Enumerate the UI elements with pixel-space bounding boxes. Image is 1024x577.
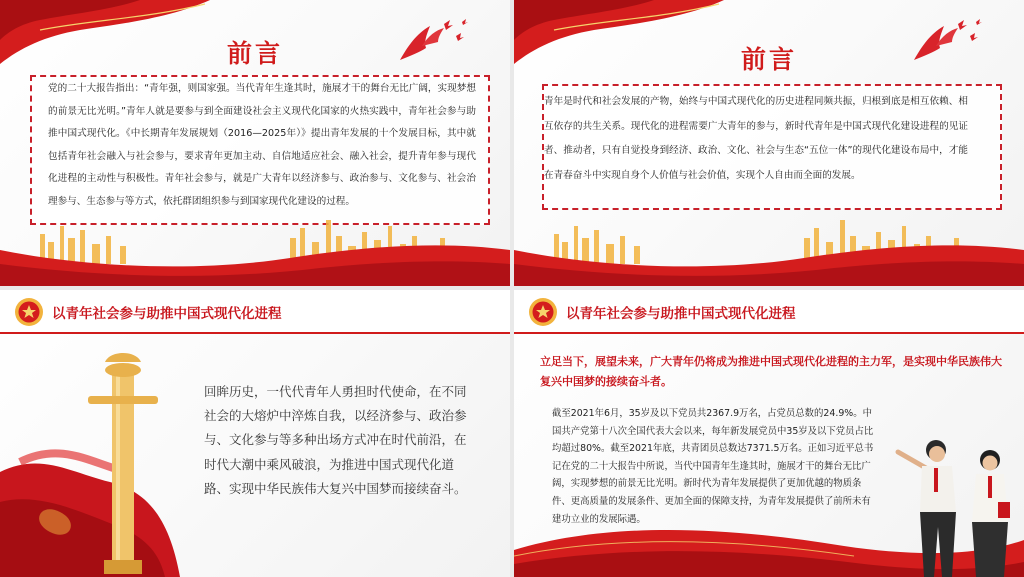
page-title: 前言	[226, 39, 283, 68]
history-paragraph: 回眸历史，一代代青年人勇担时代使命，在不同社会的大熔炉中淬炼自我，以经济参与、政治参与、文化参与等多种出场方式冲在时代前沿，在时代大潮中乘风破浪，为推进中国式现代化道路、实现中华民族伟大复兴中国梦而接续奋斗。	[204, 384, 467, 496]
youth-league-emblem-icon	[528, 297, 558, 327]
youth-league-emblem-icon	[14, 297, 44, 327]
youth-figures-icon	[886, 432, 1024, 577]
slide-preface-1	[0, 0, 510, 286]
section-header	[0, 290, 510, 334]
slide-outlook	[514, 290, 1024, 577]
preface-paragraph: 党的二十大报告指出：“青年强，则国家强。当代青年生逢其时，施展才干的舞台无比广阔，实现梦想的前景无比光明。”青年人就是要参与到全面建设社会主义现代化国家的火热实践中，青年社会参与助推中国式现代化。《中长期青年发展规划（2016—2025年）》提出青年发展的十个发展目标，其中就包括青年社会融入与社会参与，要求青年更加主动、自信地适应社会、融入社会，提升青年参与现代化进程的主动性与积极性。青年社会参与，就是广大青年以经济参与、政治参与、文化参与、社会治理参与、生态参与等方式，依托群团组织参与到国家现代化建设的过程。	[48, 83, 476, 207]
huabiao-pillar-icon	[0, 352, 200, 577]
slide-history	[0, 290, 510, 577]
statistics-paragraph: 截至2021年6月，35岁及以下党员共2367.9万名，占党员总数的24.9%。中国共产党第十八次全国代表大会以来，每年新发展党员中35岁及以下党员占比均超过80%。截至2021年底，共青团员总数达7371.5万名。正如习近平总书记在党的二十大报告中所说，当代中国青年生逢其时，施展才干的舞台无比广阔，实现梦想的前景无比光明。新时代为青年发展提供了更加优越的物质条件、更高质量的发展条件、更加全面的保障支持，为青年发展提供了前所未有建功立业的发展际遇。	[552, 408, 874, 525]
page-title: 前言	[740, 45, 797, 74]
section-header	[514, 290, 1024, 334]
lead-statement: 立足当下，展望未来，广大青年仍将成为推进中国式现代化进程的主力军，是实现中华民族伟大复兴中国梦的接续奋斗者。	[540, 355, 1002, 388]
section-title: 以青年社会参与助推中国式现代化进程	[52, 306, 282, 322]
city-skyline-icon	[0, 206, 510, 286]
section-title: 以青年社会参与助推中国式现代化进程	[566, 306, 796, 322]
city-skyline-icon	[514, 206, 1024, 286]
preface-paragraph: 青年是时代和社会发展的产物，始终与中国式现代化的历史进程同频共振，归根到底是相互依赖、相互依存的共生关系。现代化的进程需要广大青年的参与，新时代青年是中国式现代化建设进程的见证者、推动者，只有自觉投身到经济、政治、文化、社会与生态“五位一体”的现代化建设布局中，才能在青春奋斗中实现自身个人价值与社会价值，实现个人自由而全面的发展。	[544, 96, 968, 181]
slide-preface-2	[514, 0, 1024, 286]
